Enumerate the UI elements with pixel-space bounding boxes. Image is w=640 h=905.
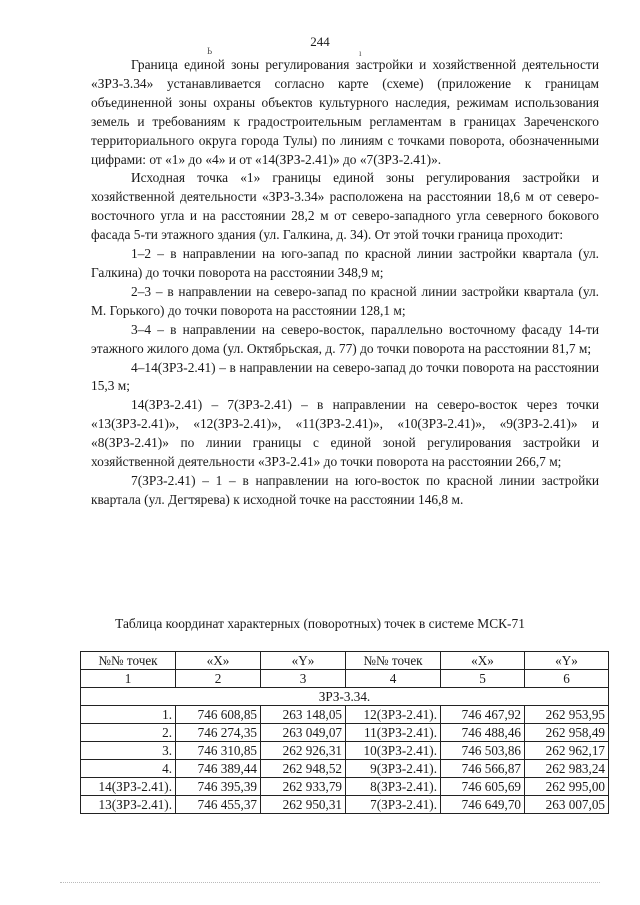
coordinate-cell: 746 310,85 bbox=[176, 742, 261, 760]
coordinate-cell: 263 049,07 bbox=[261, 724, 346, 742]
table-row bbox=[81, 742, 609, 760]
zone-label: ЗРЗ-3.34. bbox=[81, 688, 609, 706]
table-row bbox=[81, 778, 609, 796]
coordinate-cell: 746 395,39 bbox=[176, 778, 261, 796]
point-number-cell: 8(ЗРЗ-2.41). bbox=[346, 778, 441, 796]
point-number-cell: 3. bbox=[81, 742, 176, 760]
coordinate-cell: 262 983,24 bbox=[525, 760, 609, 778]
scan-mark-left: Ь bbox=[207, 46, 213, 56]
coordinate-cell: 262 926,31 bbox=[261, 742, 346, 760]
zone-row bbox=[81, 688, 609, 706]
paragraph: 14(ЗРЗ-2.41) – 7(ЗРЗ-2.41) – в направлении на северо-восток через точки «13(ЗРЗ-2.41)», «12(ЗРЗ-2.41)», «11(ЗРЗ-2.41)», «10(ЗРЗ-2.41)», «9(ЗРЗ-2.41)» и «8(ЗРЗ-2.41)» по линии границы с единой зоной регулирования застройки и хозяйственной деятельности «ЗРЗ-2.41» до точки поворота на расстоянии 266,7 м; bbox=[91, 397, 599, 470]
table-row bbox=[81, 796, 609, 814]
paragraph: 1–2 – в направлении на юго-запад по красной линии застройки квартала (ул. Галкина) до точки поворота на расстоянии 348,9 м; bbox=[91, 246, 599, 280]
paragraph: 7(ЗРЗ-2.41) – 1 – в направлении на юго-восток по красной линии застройки квартала (ул. Дегтярева) к исходной точке на расстоянии 146,8 м. bbox=[91, 472, 599, 507]
coordinate-cell: 262 933,79 bbox=[261, 778, 346, 796]
column-number: 2 bbox=[176, 670, 261, 688]
point-number-cell: 11(ЗРЗ-2.41). bbox=[346, 724, 441, 742]
paragraph: Граница единой зоны регулирования застройки и хозяйственной деятельности «ЗРЗ-3.34» устанавливается согласно карте (схеме) (приложение к границам объединенной зоны охраны объектов культурного наследия, режимам использования земель и требованиям к градостроительным регламентам в границах Зареченского территориального округа города Тулы) по линиям с точками поворота, обозначенными цифрами: от «1» до «4» и от «14(ЗРЗ-2.41)» до «7(ЗРЗ-2.41)». bbox=[91, 57, 599, 167]
coordinate-cell: 746 503,86 bbox=[441, 742, 525, 760]
column-header: «X» bbox=[441, 652, 525, 670]
column-number: 1 bbox=[81, 670, 176, 688]
table-row bbox=[81, 760, 609, 778]
coordinate-cell: 746 488,46 bbox=[441, 724, 525, 742]
coordinate-cell: 746 605,69 bbox=[441, 778, 525, 796]
coordinate-cell: 262 995,00 bbox=[525, 778, 609, 796]
coordinate-cell: 262 962,17 bbox=[525, 742, 609, 760]
coordinate-cell: 746 274,35 bbox=[176, 724, 261, 742]
page-number: 244 bbox=[310, 34, 330, 49]
coordinate-cell: 746 649,70 bbox=[441, 796, 525, 814]
point-number-cell: 13(ЗРЗ-2.41). bbox=[81, 796, 176, 814]
paragraph: 3–4 – в направлении на северо-восток, параллельно восточному фасаду 14-ти этажного жилого дома (ул. Октябрьская, д. 77) до точки поворота на расстоянии 81,7 м; bbox=[91, 321, 599, 356]
point-number-cell: 12(ЗРЗ-2.41). bbox=[346, 706, 441, 724]
point-number-cell: 4. bbox=[81, 760, 176, 778]
coordinate-cell: 263 007,05 bbox=[525, 796, 609, 814]
coordinate-cell: 746 566,87 bbox=[441, 760, 525, 778]
coordinate-cell: 746 467,92 bbox=[441, 706, 525, 724]
column-header: «Y» bbox=[525, 652, 609, 670]
coordinate-cell: 262 953,95 bbox=[525, 706, 609, 724]
table-caption: Таблица координат характерных (поворотных) точек в системе МСК-71 bbox=[115, 616, 525, 631]
coordinates-table bbox=[80, 651, 609, 814]
column-header: №№ точек bbox=[81, 652, 176, 670]
point-number-cell: 9(ЗРЗ-2.41). bbox=[346, 760, 441, 778]
coordinate-cell: 262 948,52 bbox=[261, 760, 346, 778]
coordinate-cell: 746 455,37 bbox=[176, 796, 261, 814]
scan-mark-right: ı bbox=[359, 48, 362, 58]
coordinate-cell: 746 608,85 bbox=[176, 706, 261, 724]
column-number: 6 bbox=[525, 670, 609, 688]
table-header-row bbox=[81, 652, 609, 670]
point-number-cell: 2. bbox=[81, 724, 176, 742]
table-body bbox=[81, 706, 609, 814]
point-number-cell: 10(ЗРЗ-2.41). bbox=[346, 742, 441, 760]
paragraph: 2–3 – в направлении на северо-запад по красной линии застройки квартала (ул. М. Горького) до точки поворота на расстоянии 128,1 м; bbox=[91, 283, 599, 318]
coordinate-cell: 262 958,49 bbox=[525, 724, 609, 742]
document-body bbox=[91, 56, 599, 510]
point-number-cell: 7(ЗРЗ-2.41). bbox=[346, 796, 441, 814]
column-number: 4 bbox=[346, 670, 441, 688]
point-number-cell: 14(ЗРЗ-2.41). bbox=[81, 778, 176, 796]
coordinate-cell: 746 389,44 bbox=[176, 760, 261, 778]
coordinate-cell: 263 148,05 bbox=[261, 706, 346, 724]
column-header: №№ точек bbox=[346, 652, 441, 670]
table-row bbox=[81, 724, 609, 742]
coordinate-cell: 262 950,31 bbox=[261, 796, 346, 814]
point-number-cell: 1. bbox=[81, 706, 176, 724]
column-number: 3 bbox=[261, 670, 346, 688]
scan-edge-noise bbox=[60, 882, 600, 886]
paragraph: Исходная точка «1» границы единой зоны регулирования застройки и хозяйственной деятельности «ЗРЗ-3.34» расположена на расстоянии 18,6 м от северо-восточного угла и на расстоянии 28,2 м от северо-западного угла северного бокового фасада 5-ти этажного здания (ул. Галкина, д. 34). От этой точки граница проходит: bbox=[91, 170, 599, 243]
column-header: «Y» bbox=[261, 652, 346, 670]
table-row bbox=[81, 706, 609, 724]
paragraph: 4–14(ЗРЗ-2.41) – в направлении на северо-запад до точки поворота на расстоянии 15,3 м; bbox=[91, 359, 599, 394]
column-header: «X» bbox=[176, 652, 261, 670]
column-number: 5 bbox=[441, 670, 525, 688]
column-number-row bbox=[81, 670, 609, 688]
